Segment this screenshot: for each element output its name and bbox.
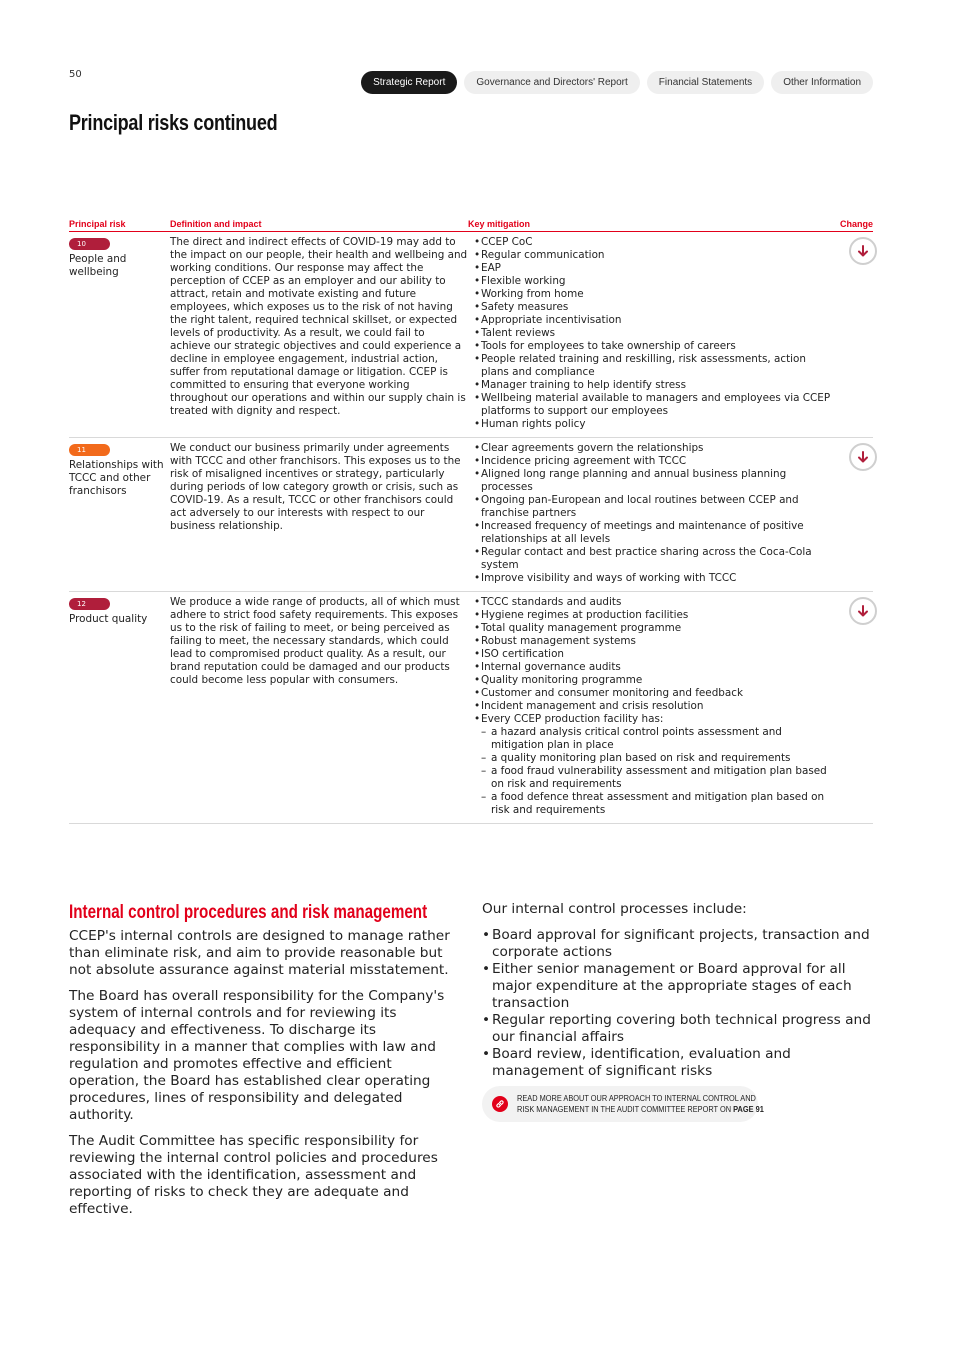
- principal-risks-table: [69, 219, 873, 824]
- header-principal-risk: Principal risk: [69, 219, 126, 229]
- paragraph: The Board has overall responsibility for the Company's system of internal controls and for reviewing its adequacy and effectiveness. To discharge its responsibility in a manner that complies with law and regulation and promotes effective and efficient operation, the Board has established clear operating procedures, lines of responsibility and delegated authority.: [69, 988, 445, 1123]
- mitigation-item: • Aligned long range planning and annual business planning processes: [474, 468, 837, 494]
- page-number: 50: [69, 69, 82, 80]
- risk-name: Relationships with TCCC and other franchisors: [69, 459, 164, 497]
- sub-mitigation-item: – a food defence threat assessment and mitigation plan based on risk and requirements: [474, 791, 837, 817]
- risk-definition: The direct and indirect effects of COVID-19 may add to the impact on our people, their health and wellbeing and working conditions. Our response may affect the perception of CCEP as an employer and our ability to attract, retain and motivate existing and future employees, which exposes us to the risk of not having the right talent, required technical skillset, or expected levels of productivity. As a result, we could fail to achieve our strategic objectives and could experience a decline in employee engagement, industrial action, suffer from reputational damage or litigation. CCEP is committed to ensuring that everyone working throughout our operations and within our supply chain is treated with dignity and respect.: [170, 236, 468, 417]
- mitigation-item: • Flexible working: [474, 275, 837, 288]
- mitigation-item: • Talent reviews: [474, 327, 837, 340]
- mitigation-item: • Total quality management programme: [474, 622, 837, 635]
- header-mitigation: Key mitigation: [468, 219, 531, 229]
- risk-definition: We conduct our business primarily under agreements with TCCC and other franchisors. This exposes us to the risk of misaligned incentives or strategy, particularly during periods of low category growth or crisis, such as COVID-19. As a result, TCCC or other franchisors could act adversely to our interests with respect to our business relationship.: [170, 442, 461, 532]
- risk-definition: We produce a wide range of products, all of which must adhere to strict food safety requirements. This exposes us to the risk of failing to meet, or being perceived as failing to meet, the necessary standards, which could lead to compromised product quality. As a result, our brand reputation could be damaged and our products could become less popular with consumers.: [170, 596, 460, 686]
- mitigation-item: • EAP: [474, 262, 837, 275]
- mitigation-item: • TCCC standards and audits: [474, 596, 837, 609]
- process-item: • Regular reporting covering both technical progress and our financial affairs: [482, 1012, 872, 1046]
- risk-number-badge: 12: [69, 598, 110, 610]
- mitigation-item: • Increased frequency of meetings and maintenance of positive relationships at all levels: [474, 520, 837, 546]
- table-row: [69, 592, 873, 824]
- arrow-down-icon: [849, 597, 877, 625]
- paragraph: CCEP's internal controls are designed to manage rather than eliminate risk, and aim to provide reasonable but not absolute assurance against material misstatement.: [69, 928, 450, 978]
- mitigation-item: • ISO certification: [474, 648, 837, 661]
- paragraph: The Audit Committee has specific responsibility for reviewing the internal control policies and procedures associated with the identification, assessment and reporting of risks to check they are adequate and effective.: [69, 1133, 438, 1217]
- header-definition: Definition and impact: [170, 219, 262, 229]
- mitigation-item: • Regular communication: [474, 249, 837, 262]
- facility-requirements-list: [474, 726, 837, 817]
- section-title: Internal control procedures and risk management: [69, 902, 428, 923]
- mitigation-item: • People related training and reskilling, risk assessments, action plans and compliance: [474, 353, 837, 379]
- mitigation-list: [474, 596, 837, 726]
- risk-number-badge: 10: [69, 238, 110, 250]
- tab-governance-report[interactable]: Governance and Directors' Report: [464, 71, 639, 94]
- tab-financial-statements[interactable]: Financial Statements: [647, 71, 764, 94]
- mitigation-item: • Customer and consumer monitoring and feedback: [474, 687, 837, 700]
- mitigation-item: • Manager training to help identify stress: [474, 379, 837, 392]
- mitigation-item: • Improve visibility and ways of working with TCCC: [474, 572, 837, 585]
- mitigation-item: • Wellbeing material available to managers and employees via CCEP platforms to support our employees: [474, 392, 837, 418]
- mitigation-item: • Every CCEP production facility has:: [474, 713, 837, 726]
- mitigation-item: • Quality monitoring programme: [474, 674, 837, 687]
- processes-intro: Our internal control processes include:: [482, 901, 747, 917]
- arrow-down-icon: [849, 237, 877, 265]
- mitigation-item: • Hygiene regimes at production facilities: [474, 609, 837, 622]
- read-more-page: PAGE 91: [733, 1104, 764, 1114]
- sub-mitigation-item: – a food fraud vulnerability assessment and mitigation plan based on risk and requirements: [474, 765, 837, 791]
- risk-name: Product quality: [69, 613, 148, 625]
- mitigation-item: • Clear agreements govern the relationships: [474, 442, 837, 455]
- mitigation-item: • Regular contact and best practice sharing across the Coca-Cola system: [474, 546, 837, 572]
- read-more-line: RISK MANAGEMENT IN THE AUDIT COMMITTEE REPORT ON: [517, 1104, 732, 1114]
- arrow-down-icon: [849, 443, 877, 471]
- mitigation-item: • Safety measures: [474, 301, 837, 314]
- mitigation-item: • Working from home: [474, 288, 837, 301]
- read-more-text: [517, 1093, 764, 1115]
- mitigation-item: • Ongoing pan-European and local routines between CCEP and franchise partners: [474, 494, 837, 520]
- read-more-link[interactable]: [482, 1086, 764, 1122]
- sub-mitigation-item: – a quality monitoring plan based on risk and requirements: [474, 752, 837, 765]
- processes-list: [482, 927, 872, 1080]
- mitigation-item: • Incident management and crisis resolution: [474, 700, 837, 713]
- process-item: • Board review, identification, evaluation and management of significant risks: [482, 1046, 872, 1080]
- mitigation-item: • Internal governance audits: [474, 661, 837, 674]
- table-row: [69, 232, 873, 438]
- table-header: [69, 219, 873, 232]
- table-row: [69, 438, 873, 592]
- tab-other-information[interactable]: Other Information: [771, 71, 873, 94]
- internal-control-body: [69, 928, 461, 1227]
- mitigation-list: [474, 236, 837, 431]
- mitigation-item: • CCEP CoC: [474, 236, 837, 249]
- page-title: Principal risks continued: [69, 110, 278, 135]
- mitigation-item: • Human rights policy: [474, 418, 837, 431]
- header-change: Change: [839, 219, 873, 229]
- risk-name: People and wellbeing: [69, 253, 127, 278]
- section-nav: [361, 71, 873, 94]
- mitigation-item: • Incidence pricing agreement with TCCC: [474, 455, 837, 468]
- mitigation-item: • Robust management systems: [474, 635, 837, 648]
- internal-control-processes: [482, 901, 872, 1122]
- risk-number-badge: 11: [69, 444, 110, 456]
- mitigation-item: • Appropriate incentivisation: [474, 314, 837, 327]
- read-more-line: READ MORE ABOUT OUR APPROACH TO INTERNAL CONTROL AND: [517, 1093, 756, 1103]
- mitigation-item: • Tools for employees to take ownership of careers: [474, 340, 837, 353]
- process-item: • Either senior management or Board approval for all major expenditure at the appropriate stages of each transaction: [482, 961, 872, 1012]
- sub-mitigation-item: – a hazard analysis critical control points assessment and mitigation plan in place: [474, 726, 837, 752]
- mitigation-list: [474, 442, 837, 585]
- link-icon: [492, 1096, 508, 1112]
- process-item: • Board approval for significant projects, transaction and corporate actions: [482, 927, 872, 961]
- tab-strategic-report[interactable]: Strategic Report: [361, 71, 457, 94]
